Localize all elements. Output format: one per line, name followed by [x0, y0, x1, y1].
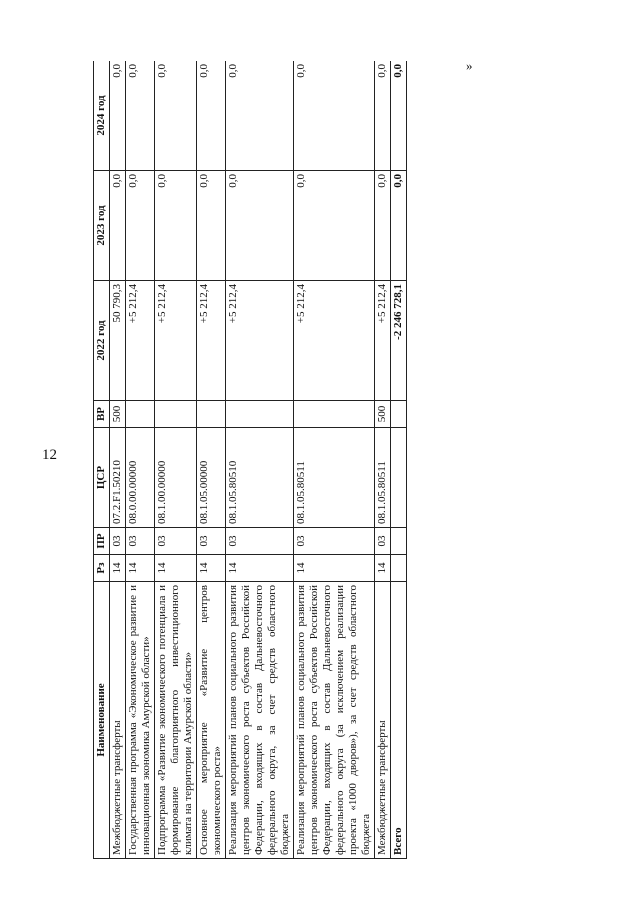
cell-2023: 0,0	[110, 171, 126, 281]
cell-pr: 03	[110, 528, 126, 555]
cell-name: Реализация мероприятий планов социального развития центров экономического роста субъектов Российской Федерации, входящих в состав Дальневосточного федерального округа (за исключением реализации проекта «1000 дворов»), за счет средств областного бюджета	[294, 582, 375, 859]
cell-2022: +5 212,4	[155, 281, 197, 401]
header-rz: Рз	[94, 555, 110, 582]
cell-empty	[391, 555, 407, 582]
cell-vr: 500	[375, 401, 391, 428]
table-row	[126, 61, 155, 859]
cell-pr: 03	[155, 528, 197, 555]
cell-empty	[391, 528, 407, 555]
cell-name: Основное мероприятие «Развитие центров экономического роста»	[197, 582, 226, 859]
cell-csr: 08.0.00.00000	[126, 428, 155, 528]
cell-2024: 0,0	[226, 61, 294, 171]
cell-name: Реализация мероприятий планов социального развития центров экономического роста субъектов Российской Федерации, входящих в состав Дальневосточного федерального округа, за счет средств областного бюджета	[226, 582, 294, 859]
table-total-row	[391, 61, 407, 859]
table-row	[294, 61, 375, 859]
cell-rz: 14	[155, 555, 197, 582]
rotated-table-area	[93, 61, 461, 859]
cell-2023: 0,0	[226, 171, 294, 281]
cell-rz: 14	[126, 555, 155, 582]
cell-csr: 07.2.F1.50210	[110, 428, 126, 528]
cell-vr	[155, 401, 197, 428]
table-row	[226, 61, 294, 859]
cell-rz: 14	[226, 555, 294, 582]
table-row	[197, 61, 226, 859]
cell-vr: 500	[110, 401, 126, 428]
cell-2022: +5 212,4	[197, 281, 226, 401]
cell-name: Подпрограмма «Развитие экономического потенциала и формирование благоприятного инвестиционного климата на территории Амурской области»	[155, 582, 197, 859]
cell-csr: 08.1.05.80511	[375, 428, 391, 528]
cell-rz: 14	[294, 555, 375, 582]
cell-2022: +5 212,4	[226, 281, 294, 401]
header-name: Наименование	[94, 582, 110, 859]
rotated-table-container	[93, 61, 461, 859]
cell-name: Межбюджетные трансферты	[375, 582, 391, 859]
cell-pr: 03	[294, 528, 375, 555]
header-csr: ЦСР	[94, 428, 110, 528]
cell-2023: 0,0	[126, 171, 155, 281]
cell-total-2023: 0,0	[391, 171, 407, 281]
cell-2022: +5 212,4	[126, 281, 155, 401]
cell-vr	[197, 401, 226, 428]
cell-vr	[294, 401, 375, 428]
cell-total-2022: -2 246 728,1	[391, 281, 407, 401]
cell-2022: +5 212,4	[375, 281, 391, 401]
cell-empty	[391, 428, 407, 528]
cell-2024: 0,0	[126, 61, 155, 171]
cell-rz: 14	[197, 555, 226, 582]
cell-2023: 0,0	[375, 171, 391, 281]
cell-csr: 08.1.05.00000	[197, 428, 226, 528]
cell-2023: 0,0	[294, 171, 375, 281]
cell-2023: 0,0	[197, 171, 226, 281]
cell-vr	[226, 401, 294, 428]
cell-empty	[391, 401, 407, 428]
cell-2023: 0,0	[155, 171, 197, 281]
table-row	[375, 61, 391, 859]
page-number: 12	[42, 447, 57, 463]
cell-pr: 03	[126, 528, 155, 555]
cell-csr: 08.1.05.80510	[226, 428, 294, 528]
closing-quote: »	[466, 58, 473, 73]
header-pr: ПР	[94, 528, 110, 555]
cell-2024: 0,0	[375, 61, 391, 171]
table-header-row	[94, 61, 110, 859]
cell-2022: 50 790,3	[110, 281, 126, 401]
cell-2022: +5 212,4	[294, 281, 375, 401]
cell-2024: 0,0	[294, 61, 375, 171]
cell-total-2024: 0,0	[391, 61, 407, 171]
cell-vr	[126, 401, 155, 428]
cell-name: Государственная программа «Экономическое развитие и инновационная экономика Амурской области»	[126, 582, 155, 859]
cell-2024: 0,0	[110, 61, 126, 171]
table-row	[110, 61, 126, 859]
cell-pr: 03	[226, 528, 294, 555]
cell-total-name: Всего	[391, 582, 407, 859]
budget-table	[93, 61, 407, 859]
table-row	[155, 61, 197, 859]
cell-pr: 03	[197, 528, 226, 555]
cell-csr: 08.1.00.00000	[155, 428, 197, 528]
header-2022: 2022 год	[94, 281, 110, 401]
cell-2024: 0,0	[197, 61, 226, 171]
header-vr: ВР	[94, 401, 110, 428]
header-2023: 2023 год	[94, 171, 110, 281]
cell-2024: 0,0	[155, 61, 197, 171]
cell-rz: 14	[375, 555, 391, 582]
cell-pr: 03	[375, 528, 391, 555]
cell-csr: 08.1.05.80511	[294, 428, 375, 528]
cell-rz: 14	[110, 555, 126, 582]
header-2024: 2024 год	[94, 61, 110, 171]
cell-name: Межбюджетные трансферты	[110, 582, 126, 859]
